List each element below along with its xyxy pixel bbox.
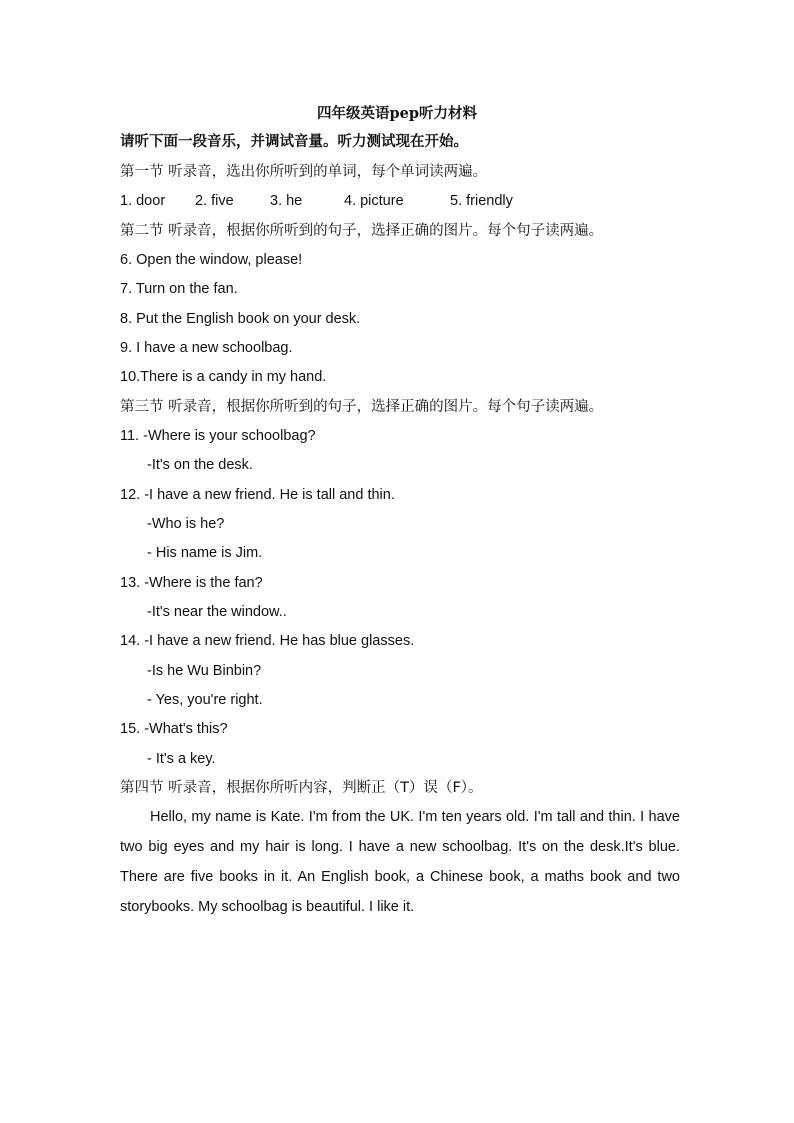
dialog-11 [120,427,316,445]
dialog-number: 12. [120,487,141,503]
dialog-number: 13. [120,575,141,591]
dialog-13 [120,574,263,592]
sentence-item: 10.There is a candy in my hand. [120,369,327,385]
dialog-15 [120,720,228,738]
section4-heading: 第四节 听录音，根据你所听内容，判断正（T）误（F）。 [120,780,483,796]
word-item: 5. friendly [450,193,513,209]
dialog-line: -Where is the fan? [144,575,263,591]
dialog-line: -Where is your schoolbag? [143,428,316,444]
dialog-line: - Yes, you're right. [147,692,263,708]
sentence-item: 9. I have a new schoolbag. [120,340,293,356]
dialog-number: 14. [120,633,141,649]
section1-heading: 第一节 听录音，选出你所听到的单词，每个单词读两遍。 [120,164,488,180]
dialog-line: -It's on the desk. [147,457,253,473]
word-item: 2. five [195,193,234,209]
sentence-item: 6. Open the window, please! [120,252,303,268]
section1-word-list [120,192,513,210]
dialog-line: -What's this? [144,721,228,737]
dialog-line: -I have a new friend. He has blue glasses. [144,633,415,649]
document-title: 四年级英语pep听力材料 [316,105,477,122]
sentence-item: 7. Turn on the fan. [120,281,238,297]
section4-passage: Hello, my name is Kate. I'm from the UK. I'm ten years old. I'm tall and thin. I have two big eyes and my hair is long. I have a new schoolbag. It's on the desk.It's blue. There are five books in it. An English book, a Chinese book, a maths book and two storybooks. My schoolbag is beautiful. I like it. [120,809,680,915]
dialog-line: -I have a new friend. He is tall and thin. [144,487,395,503]
dialog-12 [120,486,395,504]
dialog-line: -Is he Wu Binbin? [147,663,262,679]
dialog-line: -It's near the window.. [147,604,287,620]
section2-heading: 第二节 听录音，根据你所听到的句子，选择正确的图片。每个句子读两遍。 [120,223,604,239]
dialog-line: - It's a key. [147,751,216,767]
word-item: 4. picture [344,193,404,209]
dialog-line: - His name is Jim. [147,545,263,561]
dialog-number: 11. [120,428,140,444]
intro-instruction: 请听下面一段音乐，并调试音量。听力测试现在开始。 [120,133,468,150]
word-item: 1. door [120,193,166,209]
sentence-item: 8. Put the English book on your desk. [120,311,361,327]
dialog-14 [120,632,414,650]
dialog-line: -Who is he? [147,516,225,532]
section3-heading: 第三节 听录音，根据你所听到的句子，选择正确的图片。每个句子读两遍。 [120,399,604,415]
word-item: 3. he [270,193,303,209]
dialog-number: 15. [120,721,141,737]
